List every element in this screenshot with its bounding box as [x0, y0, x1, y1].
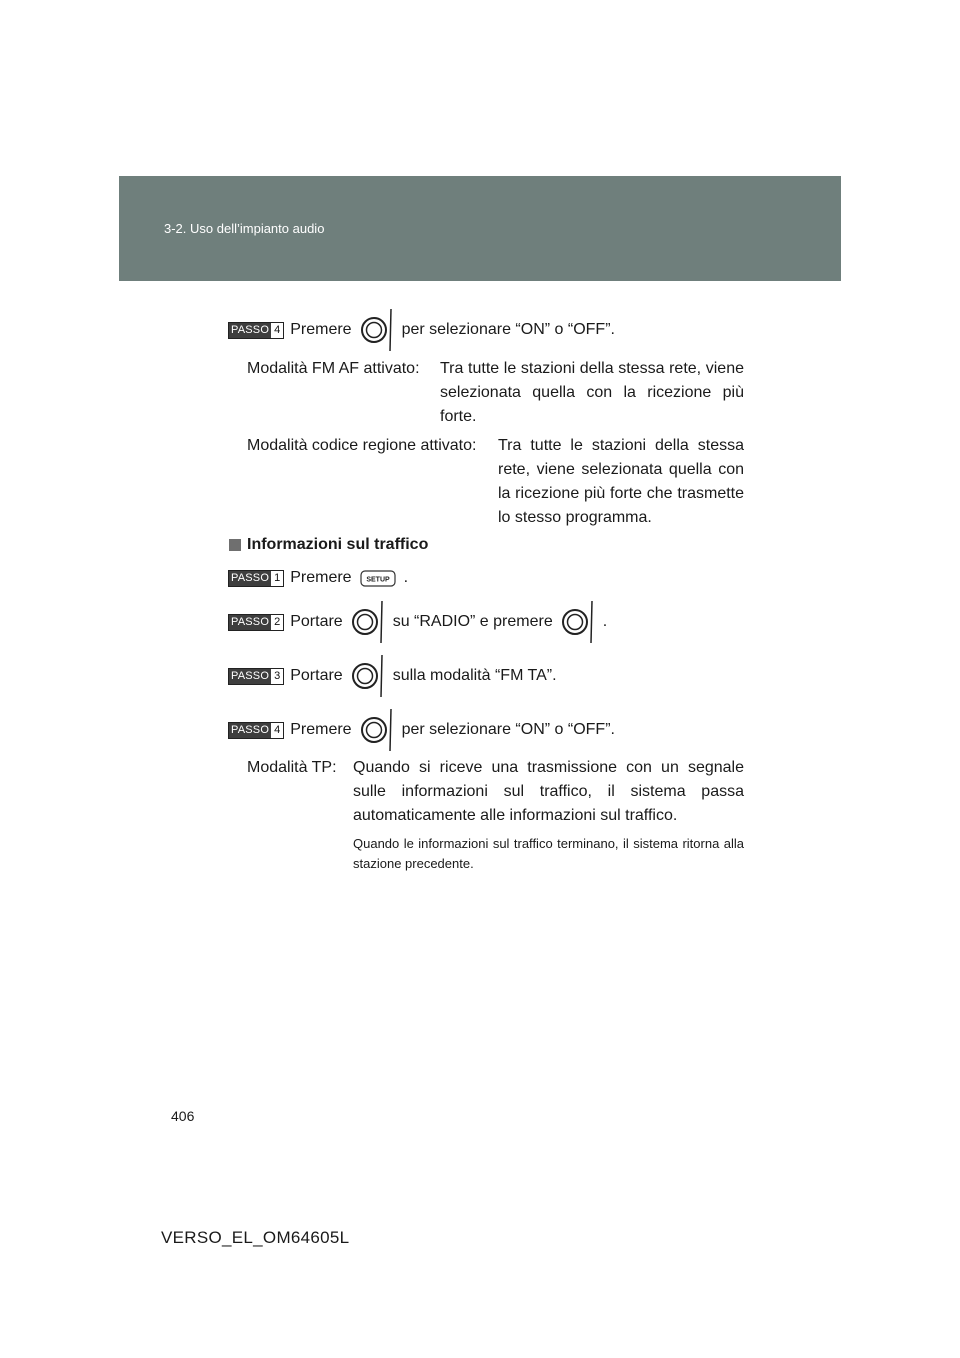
step-badge: PASSO 3 [228, 668, 284, 685]
definition-term: Modalità TP: [247, 759, 337, 776]
step-badge: PASSO 4 [228, 722, 284, 739]
definition-region-code [247, 434, 744, 530]
square-bullet-icon [229, 539, 241, 551]
step-text-pre: Portare [290, 667, 343, 684]
definition-term: Modalità codice regione attivato: [247, 437, 477, 454]
section-heading-traffic-info [229, 536, 428, 554]
section-header-band [119, 176, 841, 281]
tune-knob-icon [360, 707, 394, 753]
step-text-mid: su “RADIO” e premere [392, 613, 553, 630]
step-2 [228, 610, 607, 634]
step-4-top [228, 318, 615, 342]
setup-button-icon [360, 570, 396, 587]
step-text-post: per selezionare “ON” o “OFF”. [401, 721, 615, 738]
setup-button-label: SETUP [365, 576, 390, 583]
section-title: 3-2. Uso dell’impianto audio [164, 221, 325, 236]
section-heading-text: Informazioni sul traffico [247, 536, 429, 553]
step-text-pre: Premere [290, 321, 352, 338]
note-text: Quando le informazioni sul traffico terminano, il sistema ritorna alla stazione precedente. [353, 836, 744, 871]
step-badge: PASSO 2 [228, 614, 284, 631]
tune-knob-icon [561, 599, 595, 645]
definition-body: Tra tutte le stazioni della stessa rete, viene selezionata quella con la ricezione più forte che trasmette lo stesso programma. [498, 437, 744, 526]
step-text-post: . [602, 613, 608, 630]
step-text-post: . [403, 569, 409, 586]
definition-tp [247, 756, 744, 828]
step-badge: PASSO 1 [228, 570, 284, 587]
step-text-post: per selezionare “ON” o “OFF”. [401, 321, 615, 338]
step-text-pre: Portare [290, 613, 343, 630]
step-4-traffic [228, 718, 615, 742]
definition-body: Tra tutte le stazioni della stessa rete, viene selezionata quella con la ricezione più forte. [440, 360, 744, 425]
step-text-pre: Premere [290, 569, 352, 586]
step-badge: PASSO 4 [228, 322, 284, 339]
page-number: 406 [171, 1108, 195, 1124]
step-text-pre: Premere [290, 721, 352, 738]
tune-knob-icon [351, 653, 385, 699]
footer-document-code: VERSO_EL_OM64605L [161, 1228, 350, 1247]
definition-fm-af [247, 357, 744, 429]
step-text-post: sulla modalità “FM TA”. [392, 667, 557, 684]
step-3 [228, 664, 557, 688]
definition-term: Modalità FM AF attivato: [247, 360, 420, 377]
definition-body: Quando si riceve una trasmissione con un segnale sulle informazioni sul traffico, il sistema passa automaticamente alle informazioni sul traffico. [353, 759, 744, 824]
step-1 [228, 566, 408, 590]
tune-knob-icon [360, 307, 394, 353]
tune-knob-icon [351, 599, 385, 645]
